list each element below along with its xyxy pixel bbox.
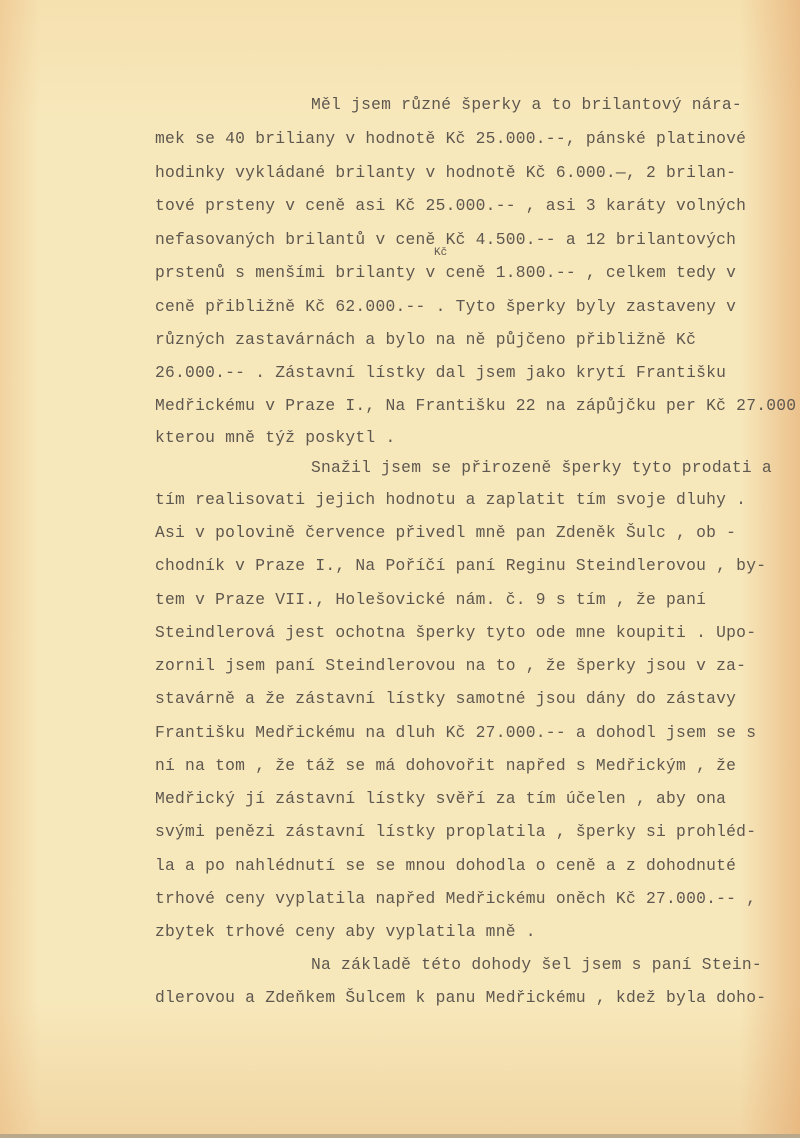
text-line: la a po nahlédnutí se se mnou dohodla o ceně a z dohodnuté [155,856,737,875]
interlinear-note: Kč [434,247,448,259]
text-line: mek se 40 briliany v hodnotě Kč 25.000.--, pánské platinové [155,129,747,148]
text-line: 26.000.-- . Zástavní lístky dal jsem jako krytí Františku [155,363,727,382]
text-line: chodník v Praze I., Na Poříčí paní Reginu Steindlerovou , by- [155,556,767,575]
text-line: zbytek trhové ceny aby vyplatila mně . [155,922,536,941]
page-bottom-edge [0,1134,800,1138]
text-line: Snažil jsem se přirozeně šperky tyto prodati a [311,458,772,477]
text-line: svými penězi zástavní lístky proplatila , šperky si prohléd- [155,822,757,841]
text-line: Steindlerová jest ochotna šperky tyto ode mne koupiti . Upo- [155,623,757,642]
text-line: prstenů s menšími brilanty v ceně 1.800.-- , celkem tedy v [155,263,737,282]
text-line: Medřický jí zástavní lístky svěří za tím účelen , aby ona [155,789,727,808]
text-line: tové prsteny v ceně asi Kč 25.000.-- , asi 3 karáty volných [155,196,747,215]
text-line: ceně přibližně Kč 62.000.-- . Tyto šperky byly zastaveny v [155,297,737,316]
text-line: Medřickému v Praze I., Na Františku 22 na zápůjčku per Kč 27.000 [155,396,797,415]
text-line: ní na tom , že táž se má dohovořit napřed s Medřickým , že [155,756,737,775]
text-line: hodinky vykládané brilanty v hodnotě Kč 6.000.—, 2 brilan- [155,163,737,182]
text-line: různých zastavárnách a bylo na ně půjčeno přibližně Kč [155,330,697,349]
text-line: dlerovou a Zdeňkem Šulcem k panu Medřickému , kdež byla doho- [155,988,767,1007]
text-line: kterou mně týž poskytl . [155,428,396,447]
text-line: tem v Praze VII., Holešovické nám. č. 9 s tím , že paní [155,590,707,609]
text-line: zornil jsem paní Steindlerovou na to , že šperky jsou v za- [155,656,747,675]
text-line: stavárně a že zástavní lístky samotné jsou dány do zástavy [155,689,737,708]
text-line: nefasovaných brilantů v ceně Kč 4.500.-- a 12 brilantových [155,230,737,249]
text-line: trhové ceny vyplatila napřed Medřickému oněch Kč 27.000.-- , [155,889,757,908]
text-line: Na základě této dohody šel jsem s paní Stein- [311,955,762,974]
text-line: Měl jsem různé šperky a to brilantový nára- [311,95,742,114]
text-line: Františku Medřickému na dluh Kč 27.000.-- a dohodl jsem se s [155,723,757,742]
text-line: Asi v polovině července přivedl mně pan Zdeněk Šulc , ob - [155,523,737,542]
text-line: tím realisovati jejich hodnotu a zaplatit tím svoje dluhy . [155,490,747,509]
